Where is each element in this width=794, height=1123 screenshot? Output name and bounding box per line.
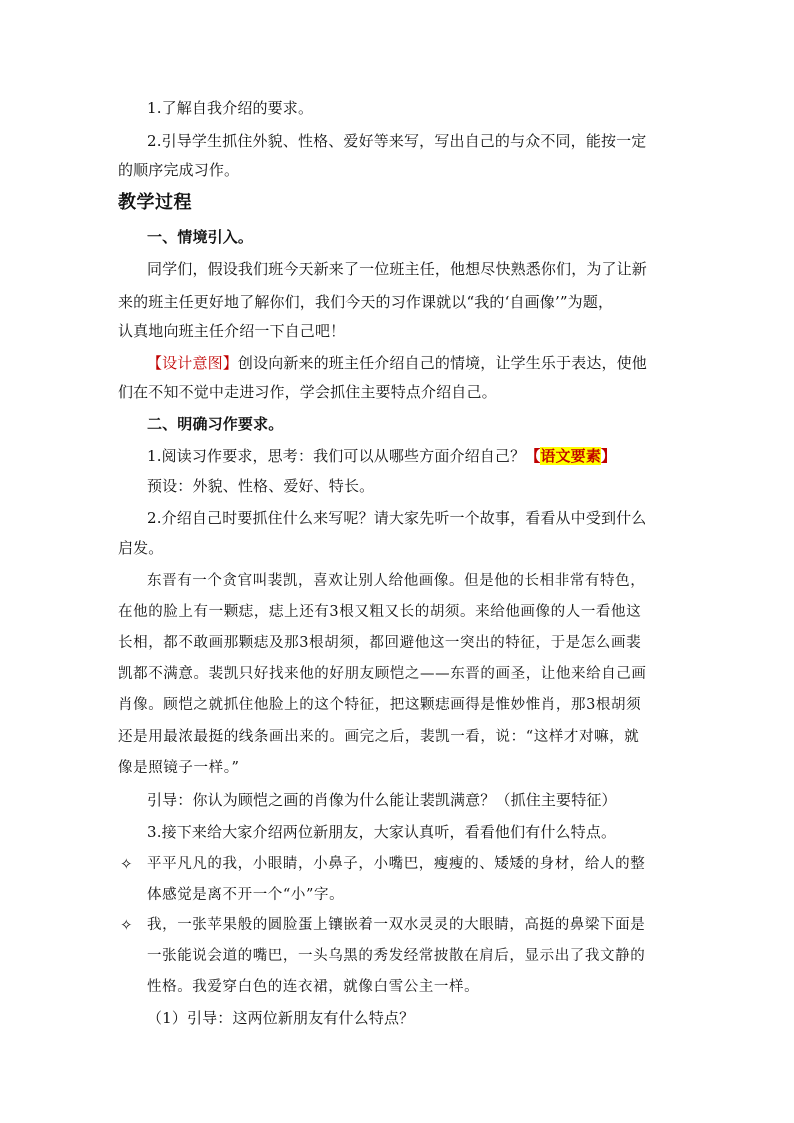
intro-para-line-3: 认真地向班主任介绍一下自己吧！ xyxy=(118,322,346,340)
design-intent-line-2: 们在不知不觉中走进习作，学会抓住主要特点介绍自己。 xyxy=(118,383,497,401)
tag-bracket-close: 】 xyxy=(600,447,617,465)
intro-para-line-2: 来的班主任更好地了解你们，我们今天的习作课就以“我的‘自画像’”为题， xyxy=(118,293,614,311)
guide-question-1: 引导：你认为顾恺之画的肖像为什么能让裴凯满意？（抓住主要特征） xyxy=(147,791,617,809)
friend-1-line-1: 平平凡凡的我，小眼睛，小鼻子，小嘴巴，瘦瘦的、矮矮的身材，给人的整 xyxy=(147,856,646,872)
question-1 xyxy=(147,446,616,466)
design-intent-line-1 xyxy=(147,353,647,373)
story-line-5: 肖像。顾恺之就抓住他脸上的这个特征，把这颗痣画得是惟妙惟肖，那3根胡须 xyxy=(118,697,642,713)
friend-2-line-3: 性格。我爱穿白色的连衣裙，就像白雪公主一样。 xyxy=(147,979,480,995)
story-line-1: 东晋有一个贪官叫裴凯，喜欢让别人给他画像。但是他的长相非常有特色， xyxy=(147,573,646,589)
story-line-2: 在他的脸上有一颗痣，痣上还有3根又粗又长的胡须。来给他画像的人一看他这 xyxy=(118,604,642,620)
tag-bracket-open: 【 xyxy=(525,447,541,465)
language-element-tag: 语文要素 xyxy=(540,447,601,465)
story-line-7: 像是照镜子一样。” xyxy=(118,760,240,776)
diamond-bullet-icon: ✧ xyxy=(120,855,133,873)
question-3: 3.接下来给大家介绍两位新朋友，大家认真听，看看他们有什么特点。 xyxy=(147,823,617,841)
story-line-3: 长相，都不敢画那颗痣及那3根胡须，都回避他这一突出的特征，于是怎么画裴 xyxy=(118,635,642,651)
section-heading-process: 教学过程 xyxy=(118,192,192,213)
friend-2-line-2: 一张能说会道的嘴巴，一头乌黑的秀发经常披散在肩后，显示出了我文静的 xyxy=(147,948,646,964)
intro-para-line-1: 同学们，假设我们班今天新来了一位班主任，他想尽快熟悉你们，为了让新 xyxy=(147,260,647,278)
design-intent-label: 【设计意图】 xyxy=(147,354,238,372)
question-2-line-1: 2.介绍自己时要抓住什么来写呢？请大家先听一个故事，看看从中受到什么 xyxy=(147,509,647,527)
friend-2-line-1: 我，一张苹果般的圆脸蛋上镶嵌着一双水灵灵的大眼睛，高挺的鼻梁下面是 xyxy=(147,917,646,933)
objective-1: 1.了解自我介绍的要求。 xyxy=(147,99,314,117)
friend-1-line-2: 体感觉是离不开一个“小”字。 xyxy=(147,887,345,903)
story-line-4: 凯都不满意。裴凯只好找来他的好朋友顾恺之——东晋的画圣，让他来给自己画 xyxy=(118,666,647,682)
question-1-text: 1.阅读习作要求，思考：我们可以从哪些方面介绍自己？ xyxy=(147,447,526,465)
step-2-heading: 二、明确习作要求。 xyxy=(147,415,284,433)
question-2-line-2: 启发。 xyxy=(118,539,164,557)
objective-2: 2.引导学生抓住外貌、性格、爱好等来写，写出自己的与众不同，能按一定 xyxy=(147,132,647,150)
step-1-heading: 一、情境引入。 xyxy=(147,228,254,246)
story-line-6: 还是用最浓最挺的线条画出来的。画完之后，裴凯一看，说：“这样才对嘛，就 xyxy=(118,729,640,745)
design-intent-text: 创设向新来的班主任介绍自己的情境，让学生乐于表达，使他 xyxy=(237,354,647,372)
objective-2-cont: 的顺序完成习作。 xyxy=(118,161,240,179)
diamond-bullet-icon: ✧ xyxy=(120,916,133,934)
guide-question-2: （1）引导：这两位新朋友有什么特点？ xyxy=(147,1009,415,1027)
preset-answer: 预设：外貌、性格、爱好、特长。 xyxy=(147,477,375,495)
